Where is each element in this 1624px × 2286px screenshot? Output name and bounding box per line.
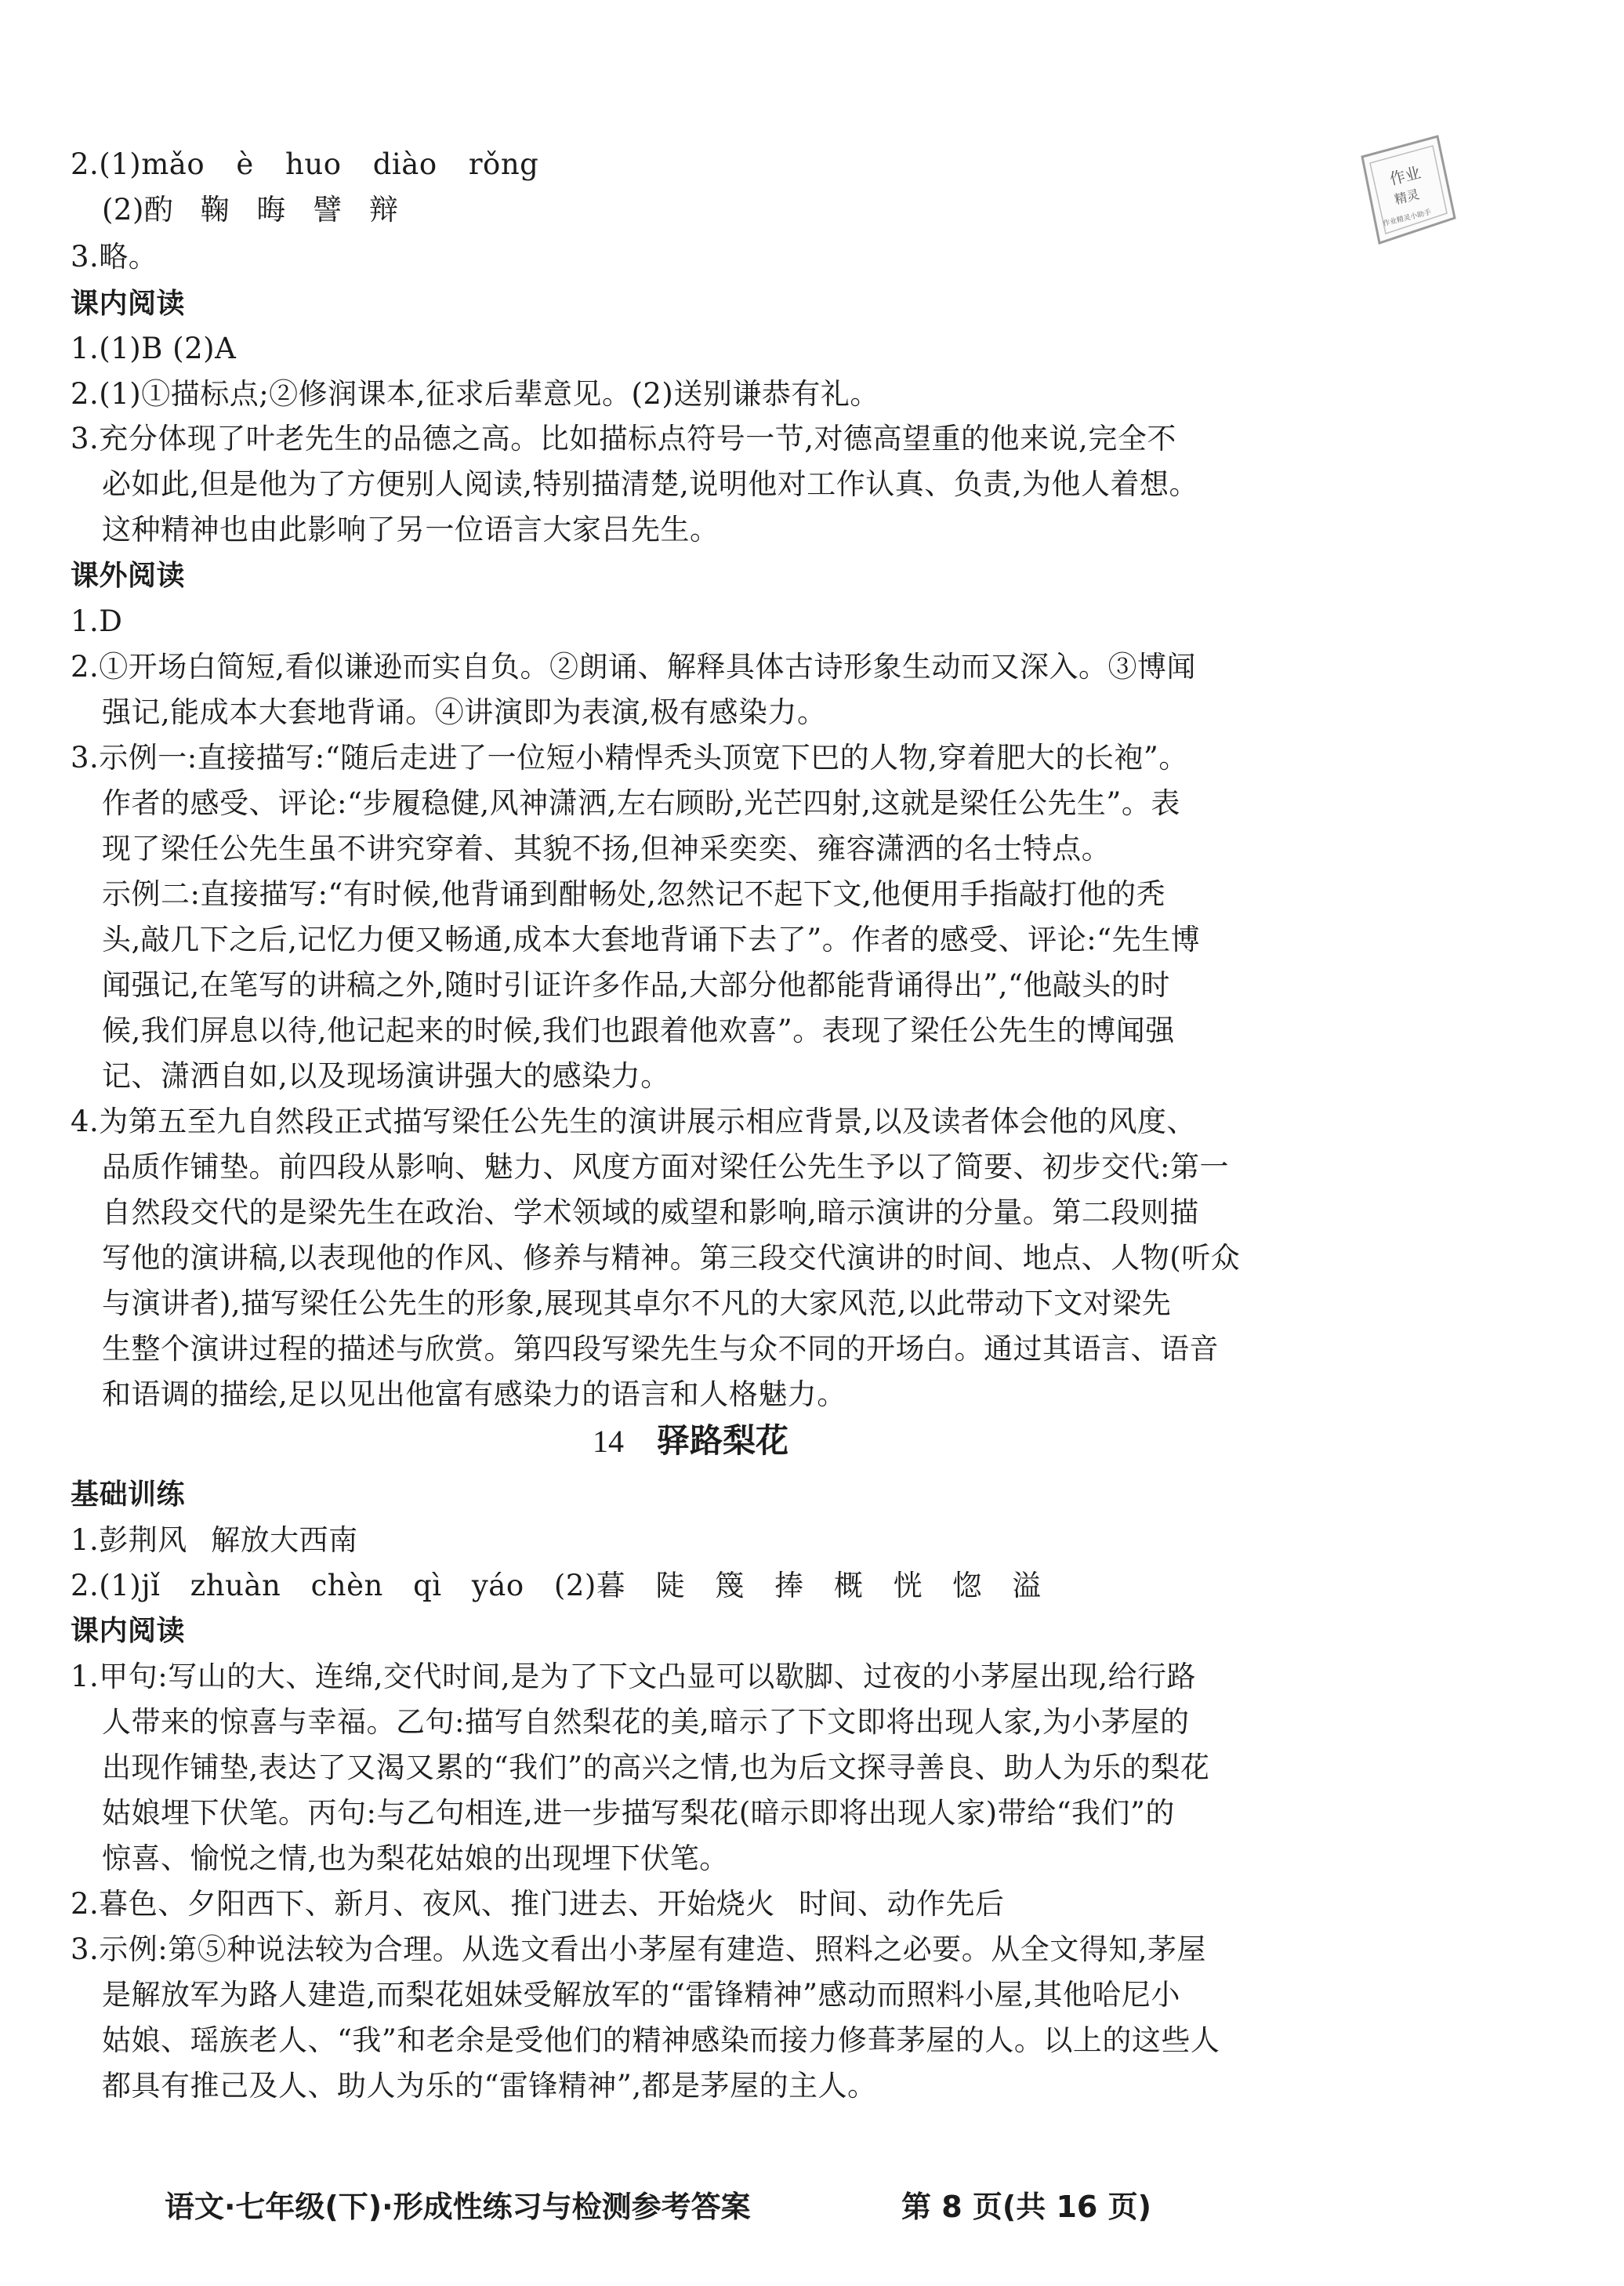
section-heading: 课内阅读 xyxy=(71,288,186,320)
stamp-line3: 作业精灵小助手 xyxy=(1382,209,1433,229)
footer-page-number: 第 8 页(共 16 页) xyxy=(901,2190,1151,2224)
text-line: 1.(1)B (2)A xyxy=(71,332,237,365)
text-line: 惊喜、愉悦之情,也为梨花姑娘的出现埋下伏笔。 xyxy=(102,1842,729,1875)
section-heading: 基础训练 xyxy=(71,1479,186,1511)
text-line: 2.(1)jǐ zhuàn chèn qì yáo (2)暮 陡 篾 捧 概 恍 惚 溢 xyxy=(71,1569,1042,1602)
text-line: 2.①开场白简短,看似谦逊而实自负。②朗诵、解释具体古诗形象生动而又深入。③博闻 xyxy=(71,650,1197,684)
text-line: 头,敲几下之后,记忆力便又畅通,成本大套地背诵下去了”。作者的感受、评论:“先生博 xyxy=(102,923,1201,956)
text-line: 这种精神也由此影响了另一位语言大家吕先生。 xyxy=(102,513,720,546)
section-heading: 课外阅读 xyxy=(71,560,186,592)
text-line: 是解放军为路人建造,而梨花姐妹受解放军的“雷锋精神”感动而照料小屋,其他哈尼小 xyxy=(102,1978,1180,2012)
text-line: 记、潇洒自如,以及现场演讲强大的感染力。 xyxy=(102,1059,670,1093)
text-line: 2.(1)①描标点;②修润课本,征求后辈意见。(2)送别谦恭有礼。 xyxy=(71,377,879,411)
text-line: 示例二:直接描写:“有时候,他背诵到酣畅处,忽然记不起下文,他便用手指敲打他的秃 xyxy=(102,877,1166,911)
text-line: 1.彭荆风 解放大西南 xyxy=(71,1523,358,1557)
text-line: 3.充分体现了叶老先生的品德之高。比如描标点符号一节,对德高望重的他来说,完全不 xyxy=(71,422,1176,455)
text-line: 都具有推己及人、助人为乐的“雷锋精神”,都是茅屋的主人。 xyxy=(102,2069,877,2103)
section-heading: 课内阅读 xyxy=(71,1615,186,1647)
text-line: 3.略。 xyxy=(71,240,158,274)
text-line: 2.(1)mǎo è huo diào rǒng xyxy=(71,147,539,181)
text-line: 1.甲句:写山的大、连绵,交代时间,是为了下文凸显可以歇脚、过夜的小茅屋出现,给行路 xyxy=(71,1660,1197,1693)
text-line: 闻强记,在笔写的讲稿之外,随时引证许多作品,大部分他都能背诵得出”,“他敲头的时 xyxy=(102,968,1170,1002)
text-line: 生整个演讲过程的描述与欣赏。第四段写梁先生与众不同的开场白。通过其语言、语音 xyxy=(102,1332,1219,1366)
text-line: 4.为第五至九自然段正式描写梁任公先生的演讲展示相应背景,以及读者体会他的风度、 xyxy=(71,1105,1197,1138)
text-line: 品质作铺垫。前四段从影响、魅力、风度方面对梁任公先生予以了简要、初步交代:第一 xyxy=(102,1150,1229,1184)
text-line: 2.暮色、夕阳西下、新月、夜风、推门进去、开始烧火 时间、动作先后 xyxy=(71,1887,1005,1921)
stamp-line2: 精灵 xyxy=(1393,187,1421,208)
text-line: 姑娘埋下伏笔。丙句:与乙句相连,进一步描写梨花(暗示即将出现人家)带给“我们”的 xyxy=(102,1796,1175,1830)
text-line: 候,我们屏息以待,他记起来的时候,我们也跟着他欢喜”。表现了梁任公先生的博闻强 xyxy=(102,1014,1175,1047)
text-line: 写他的演讲稿,以表现他的作风、修养与精神。第三段交代演讲的时间、地点、人物(听众 xyxy=(102,1241,1241,1275)
text-line: 必如此,但是他为了方便别人阅读,特别描清楚,说明他对工作认真、负责,为他人着想。 xyxy=(102,467,1199,501)
text-line: 姑娘、瑶族老人、“我”和老余是受他们的精神感染而接力修葺茅屋的人。以上的这些人 xyxy=(102,2023,1220,2057)
text-line: 与演讲者),描写梁任公先生的形象,展现其卓尔不凡的大家风范,以此带动下文对梁先 xyxy=(102,1286,1172,1320)
stamp-line1: 作业 xyxy=(1387,162,1423,189)
text-line: 自然段交代的是梁先生在政治、学术领域的威望和影响,暗示演讲的分量。第二段则描 xyxy=(102,1196,1199,1229)
text-line: 作者的感受、评论:“步履稳健,风神潇洒,左右顾盼,光芒四射,这就是梁任公先生”。表 xyxy=(102,786,1180,820)
chapter-heading xyxy=(593,1419,788,1464)
text-line: 和语调的描绘,足以见出他富有感染力的语言和人格魅力。 xyxy=(102,1377,846,1411)
footer-title: 语文·七年级(下)·形成性练习与检测参考答案 xyxy=(165,2190,751,2224)
chapter-number: 14 xyxy=(593,1424,624,1459)
text-line: 现了梁任公先生虽不讲究穿着、其貌不扬,但神采奕奕、雍容潇洒的名士特点。 xyxy=(102,832,1111,865)
watermark-stamp-icon xyxy=(1356,133,1458,251)
text-line: 强记,能成本大套地背诵。④讲演即为表演,极有感染力。 xyxy=(102,695,827,729)
text-line: 出现作铺垫,表达了又渴又累的“我们”的高兴之情,也为后文探寻善良、助人为乐的梨花 xyxy=(102,1751,1210,1784)
text-line: 3.示例:第⑤种说法较为合理。从选文看出小茅屋有建造、照料之必要。从全文得知,茅屋 xyxy=(71,1932,1207,1966)
text-line: 1.D xyxy=(71,604,123,638)
text-line: 3.示例一:直接描写:“随后走进了一位短小精悍秃头顶宽下巴的人物,穿着肥大的长袍”。 xyxy=(71,741,1188,775)
text-line: (2)酌 鞠 晦 譬 辩 xyxy=(102,193,399,227)
text-line: 人带来的惊喜与幸福。乙句:描写自然梨花的美,暗示了下文即将出现人家,为小茅屋的 xyxy=(102,1705,1190,1739)
chapter-title: 驿路梨花 xyxy=(657,1421,789,1460)
